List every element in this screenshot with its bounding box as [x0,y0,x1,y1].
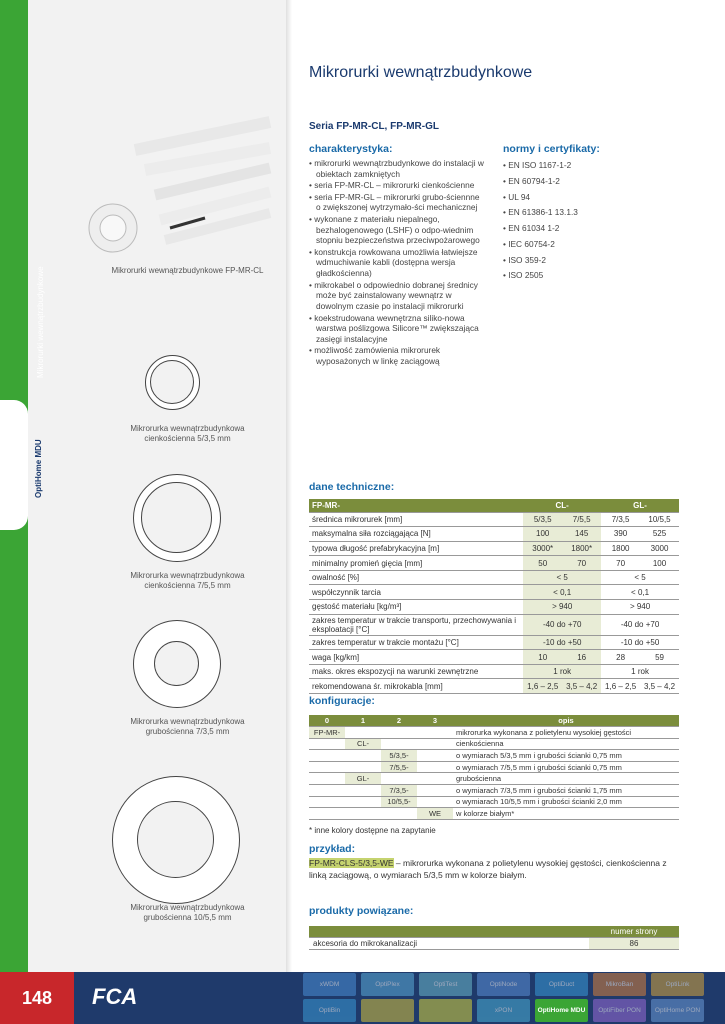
char-item: • mikrorurki wewnątrzbudynkowe do instalacji w obiektach zamkniętych [309,158,484,179]
char-item: • możliwość zamówienia mikrorurek wyposażonych w linkę zaciągową [309,345,484,366]
tech-row: typowa długość prefabrykacyjna [m] 3000* 1800* 1800 3000 [309,541,679,556]
ring-caption-2: Mikrorurka wewnątrzbudynkowa cienkościenna 7/5,5 mm [130,571,245,590]
ring-caption-3: Mikrorurka wewnątrzbudynkowa grubościenna 7/3,5 mm [130,717,245,736]
tech-row: zakres temperatur w trakcie transportu, przechowywania i eksploatacji [°C] -40 do +70 -40 do +70 [309,614,679,635]
footnote: * inne kolory dostępne na zapytanie [309,826,436,835]
conf-row: CL- cienkościenna [309,738,679,750]
norm-item: • UL 94 [503,190,653,205]
ring-cross-section-3 [133,620,221,708]
sidebar-tab-label: OptiHome MDU [34,439,43,498]
nav-tile[interactable] [361,999,414,1022]
related-row: akcesoria do mikrokanalizacji 86 [309,938,679,950]
norm-item: • EN 61034 1-2 [503,221,653,236]
norms-list [503,158,653,284]
tech-heading: dane techniczne: [309,481,395,493]
conf-row: 10/5,5- o wymiarach 10/5,5 mm i grubości ścianki 2,0 mm [309,796,679,808]
nav-tile[interactable]: OptiTest [419,973,472,996]
example-code: FP-MR-CLS-5/3,5-WE [309,858,394,868]
norm-item: • ISO 359-2 [503,253,653,268]
conf-row: FP-MR- mikrorurka wykonana z polietylenu wysokiej gęstości [309,727,679,739]
char-item: • wykonane z materiału niepalnego, bezhalogenowego (LSHF) o odpo-wiednim stopniu bezpieczeństwa przeciwpożarowego [309,214,484,246]
tech-row: rekomendowana śr. mikrokabla [mm] 1,6 – 2,5 3,5 – 4,2 1,6 – 2,5 3,5 – 4,2 [309,679,679,694]
tech-row: waga [kg/km] 10 16 28 59 [309,650,679,665]
tech-row: gęstość materiału [kg/m³] > 940 > 940 [309,600,679,615]
norm-item: • EN 60794-1-2 [503,174,653,189]
nav-tile[interactable]: OptiLink [651,973,704,996]
tech-header-row: FP-MR- CL- GL- [309,499,679,512]
conf-heading: konfiguracje: [309,695,375,707]
fca-logo: FCA [92,984,138,1009]
conf-header-row: 0 1 2 3 opis [309,715,679,727]
char-item: • seria FP-MR-CL – mikrorurki cienkościenne [309,180,484,191]
panel-shadow [286,0,292,972]
tech-row: maks. okres ekspozycji na warunki zewnętrzne 1 rok 1 rok [309,664,679,679]
example-heading: przykład: [309,843,356,855]
page-number: 148 [0,972,74,1024]
sidebar-section-label: Mikrorurki wewnątrzbudynkowe [36,266,45,378]
nav-tile[interactable]: OptiFiber PON [593,999,646,1022]
norms-heading: normy i certyfikaty: [503,143,600,155]
tech-row: zakres temperatur w trakcie montażu [°C] -10 do +50 -10 do +50 [309,635,679,650]
ring-cross-section-2 [133,474,221,562]
page-title: Mikrorurki wewnątrzbudynkowe [309,64,533,81]
tech-row: współczynnik tarcia < 0,1 < 0,1 [309,585,679,600]
tech-row: średnica mikrorurek [mm] 5/3,5 7/5,5 7/3,5 10/5,5 [309,512,679,527]
nav-tile[interactable]: OptiNode [477,973,530,996]
char-item: • mikrokabel o odpowiednio dobranej średnicy może być zainstalowany wewnątrz w dowolnym czasie po instalacji mikrorurki [309,280,484,312]
conf-row: WE w kolorze białym* [309,808,679,820]
char-item: • koekstrudowana wewnętrzna siliko-nowa warstwa poślizgowa Silicore™ zwiększająca zasięgi instalacyjne [309,313,484,345]
nav-tile[interactable] [419,999,472,1022]
example-text: FP-MR-CLS-5/3,5-WE – mikrorurka wykonana z polietylenu wysokiej gęstości, cienkościenna z linką zaciągową, o wymiarach 5/3,5 mm w kolorze białym. [309,858,667,880]
series-subtitle: Seria FP-MR-CL, FP-MR-GL [309,121,439,132]
tech-row: owalność [%] < 5 < 5 [309,570,679,585]
nav-tile[interactable]: xPON [477,999,530,1022]
char-heading: charakterystyka: [309,143,393,155]
norm-item: • ISO 2505 [503,268,653,283]
microtubes-photo [85,110,280,260]
nav-tile[interactable]: OptiHome PON [651,999,704,1022]
norm-item: • EN ISO 1167-1-2 [503,158,653,173]
norm-item: • IEC 60754-2 [503,237,653,252]
conf-row: 5/3,5- o wymiarach 5/3,5 mm i grubości ścianki 0,75 mm [309,750,679,762]
nav-tile[interactable]: OptiPlex [361,973,414,996]
conf-row: 7/3,5- o wymiarach 7/3,5 mm i grubości ścianki 1,75 mm [309,785,679,797]
nav-tile[interactable]: MikroBan [593,973,646,996]
sidebar-tab [0,400,28,530]
tech-row: minimalny promień gięcia [mm] 50 70 70 100 [309,556,679,571]
conf-row: 7/5,5- o wymiarach 7/5,5 mm i grubości ścianki 0,75 mm [309,761,679,773]
char-item: • seria FP-MR-GL – mikrorurki grubo-ściennne o zwiększonej wytrzymało-ści mechanicznej [309,192,484,213]
tech-row: maksymalna siła rozciągająca [N] 100 145 390 525 [309,527,679,542]
characteristics-list [309,158,484,368]
photo-caption: Mikrorurki wewnątrzbudynkowe FP-MR-CL [111,266,264,275]
ring-caption-4: Mikrorurka wewnątrzbudynkowa grubościenna 10/5,5 mm [130,903,245,922]
char-item: • konstrukcja rowkowana umożliwia łatwiejsze wdmuchiwanie kabli (dostępna wersja gładkościenna) [309,247,484,279]
related-table: numer strony akcesoria do mikrokanalizacji 86 [309,926,679,950]
ring-cross-section-4 [112,776,240,904]
related-heading: produkty powiązane: [309,905,414,917]
ring-cross-section-1 [145,355,200,410]
ring-caption-1: Mikrorurka wewnątrzbudynkowa cienkościenna 5/3,5 mm [130,424,245,443]
nav-tile[interactable]: OptiDuct [535,973,588,996]
conf-row: GL- grubościenna [309,773,679,785]
config-table [309,715,679,820]
nav-tile[interactable]: OptiHome MDU [535,999,588,1022]
tech-table [309,499,679,694]
norm-item: • EN 61386-1 13.1.3 [503,205,653,220]
nav-tile[interactable]: OptiBin [303,999,356,1022]
nav-tile[interactable]: xWDM [303,973,356,996]
